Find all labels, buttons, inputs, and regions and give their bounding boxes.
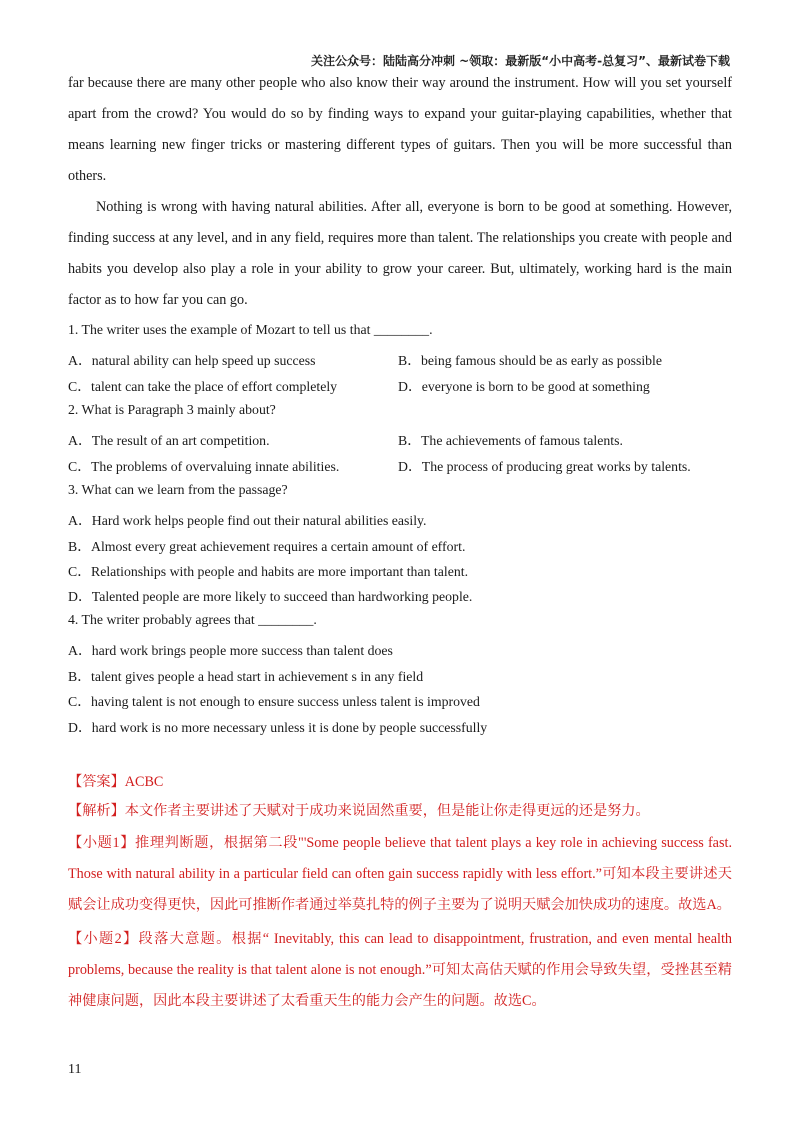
- question-2-option-b: B．The achievements of famous talents.: [398, 433, 623, 448]
- answer-subquestion-1: 【小题1】推理判断题，根据第二段"'Some people believe that talent plays a key role in achieving success fast. Those with natural ability in a particular field can often gain success rapidly with less effort.”可知本段主要讲述天赋会让成功变得更快，因此可推断作者通过举莫扎特的例子主要为了说明天赋会加快成功的速度。故选A。: [68, 835, 732, 913]
- question-3-option-b: B．Almost every great achievement requires a certain amount of effort.: [68, 539, 466, 554]
- question-3-option-c: C．Relationships with people and habits are more important than talent.: [68, 564, 469, 579]
- question-3-stem: 3. What can we learn from the passage?: [68, 482, 288, 497]
- question-1-option-a: A．natural ability can help speed up success: [68, 353, 316, 368]
- question-1-option-d: D．everyone is born to be good at something: [398, 379, 650, 394]
- question-2-option-c: C．The problems of overvaluing innate abilities.: [68, 459, 340, 474]
- answer-subquestion-2: 【小题2】段落大意题。根据“ Inevitably, this can lead to disappointment, frustration, and even mental health problems, because the reality is that talent alone is not enough.”可知太高估天赋的作用会导致失望，受挫甚至精神健康问题，因此本段主要讲述了太看重天生的能力会产生的问题。故选C。: [68, 931, 732, 1009]
- question-1-option-c: C．talent can take the place of effort completely: [68, 379, 338, 394]
- passage-paragraph-last: Nothing is wrong with having natural abilities. After all, everyone is born to be good at something. However, finding success at any level, and in any field, requires more than talent. The relationships you create with people and habits you develop also play a role in your ability to grow your career. But, ultimately, working hard is the main factor as to how far you can go.: [68, 199, 732, 308]
- question-3-option-d: D．Talented people are more likely to succeed than hardworking people.: [68, 589, 473, 604]
- question-1-option-b: B．being famous should be as early as possible: [398, 353, 663, 368]
- question-2-stem: 2. What is Paragraph 3 mainly about?: [68, 402, 276, 417]
- question-4-option-a: A．hard work brings people more success than talent does: [68, 643, 393, 658]
- question-4-option-d: D．hard work is no more necessary unless it is done by people successfully: [68, 720, 488, 735]
- question-1-stem: 1. The writer uses the example of Mozart to tell us that ________.: [68, 322, 433, 337]
- answer-analysis: 【解析】本文作者主要讲述了天赋对于成功来说固然重要，但是能让你走得更远的还是努力。: [68, 803, 650, 819]
- answer-line: 【答案】ACBC: [68, 774, 164, 790]
- question-3-option-a: A．Hard work helps people find out their natural abilities easily.: [68, 513, 427, 528]
- page-header: 关注公众号：陆陆高分冲刺 ~领取：最新版“小中高考-总复习”、最新试卷下载: [311, 54, 730, 68]
- page-number: 11: [68, 1062, 82, 1077]
- question-4-stem: 4. The writer probably agrees that ________.: [68, 612, 317, 627]
- question-2-option-a: A．The result of an art competition.: [68, 433, 270, 448]
- passage-paragraph-continued: far because there are many other people who also know their way around the instrument. How will you set yourself apart from the crowd? You would do so by finding ways to expand your guitar-playing capabilities, whether that means learning new finger tricks or mastering different types of guitars. Then you will be more successful than others.: [68, 75, 732, 184]
- question-4-option-c: C．having talent is not enough to ensure success unless talent is improved: [68, 694, 480, 709]
- question-4-option-b: B．talent gives people a head start in achievement s in any field: [68, 669, 424, 684]
- question-2-option-d: D．The process of producing great works by talents.: [398, 459, 691, 474]
